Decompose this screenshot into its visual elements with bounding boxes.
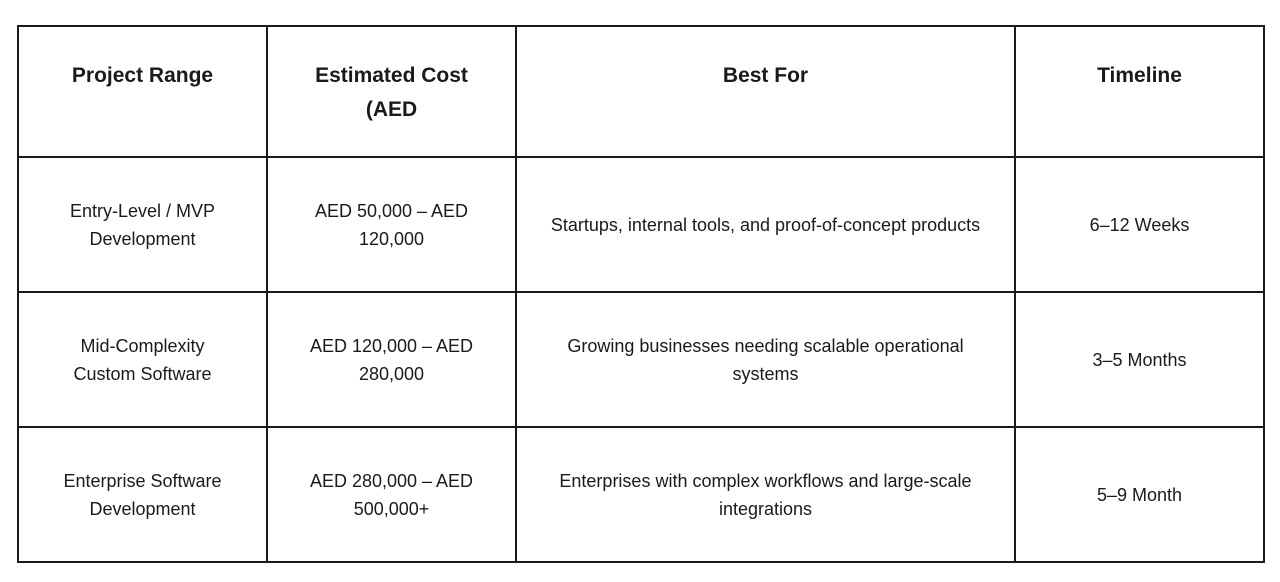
header-estimated-cost: Estimated Cost (AED (267, 26, 516, 157)
cell-timeline: 5–9 Month (1015, 427, 1264, 562)
cell-project-range: Mid-Complexity Custom Software (18, 292, 267, 427)
cell-best-for: Enterprises with complex workflows and large-scale integrations (516, 427, 1015, 562)
header-project-range: Project Range (18, 26, 267, 157)
table-row (18, 157, 1264, 292)
cell-estimated-cost: AED 120,000 – AED 280,000 (267, 292, 516, 427)
cell-project-range: Enterprise Software Development (18, 427, 267, 562)
table-row (18, 292, 1264, 427)
cell-estimated-cost: AED 280,000 – AED 500,000+ (267, 427, 516, 562)
table-row (18, 427, 1264, 562)
header-best-for: Best For (516, 26, 1015, 157)
cell-project-range: Entry-Level / MVP Development (18, 157, 267, 292)
cell-best-for: Startups, internal tools, and proof-of-concept products (516, 157, 1015, 292)
cell-estimated-cost: AED 50,000 – AED 120,000 (267, 157, 516, 292)
table-body (18, 157, 1264, 562)
table-header (18, 26, 1264, 157)
cell-best-for: Growing businesses needing scalable operational systems (516, 292, 1015, 427)
cell-timeline: 6–12 Weeks (1015, 157, 1264, 292)
header-timeline: Timeline (1015, 26, 1264, 157)
header-row (18, 26, 1264, 157)
cell-timeline: 3–5 Months (1015, 292, 1264, 427)
cost-comparison-table (17, 25, 1265, 563)
